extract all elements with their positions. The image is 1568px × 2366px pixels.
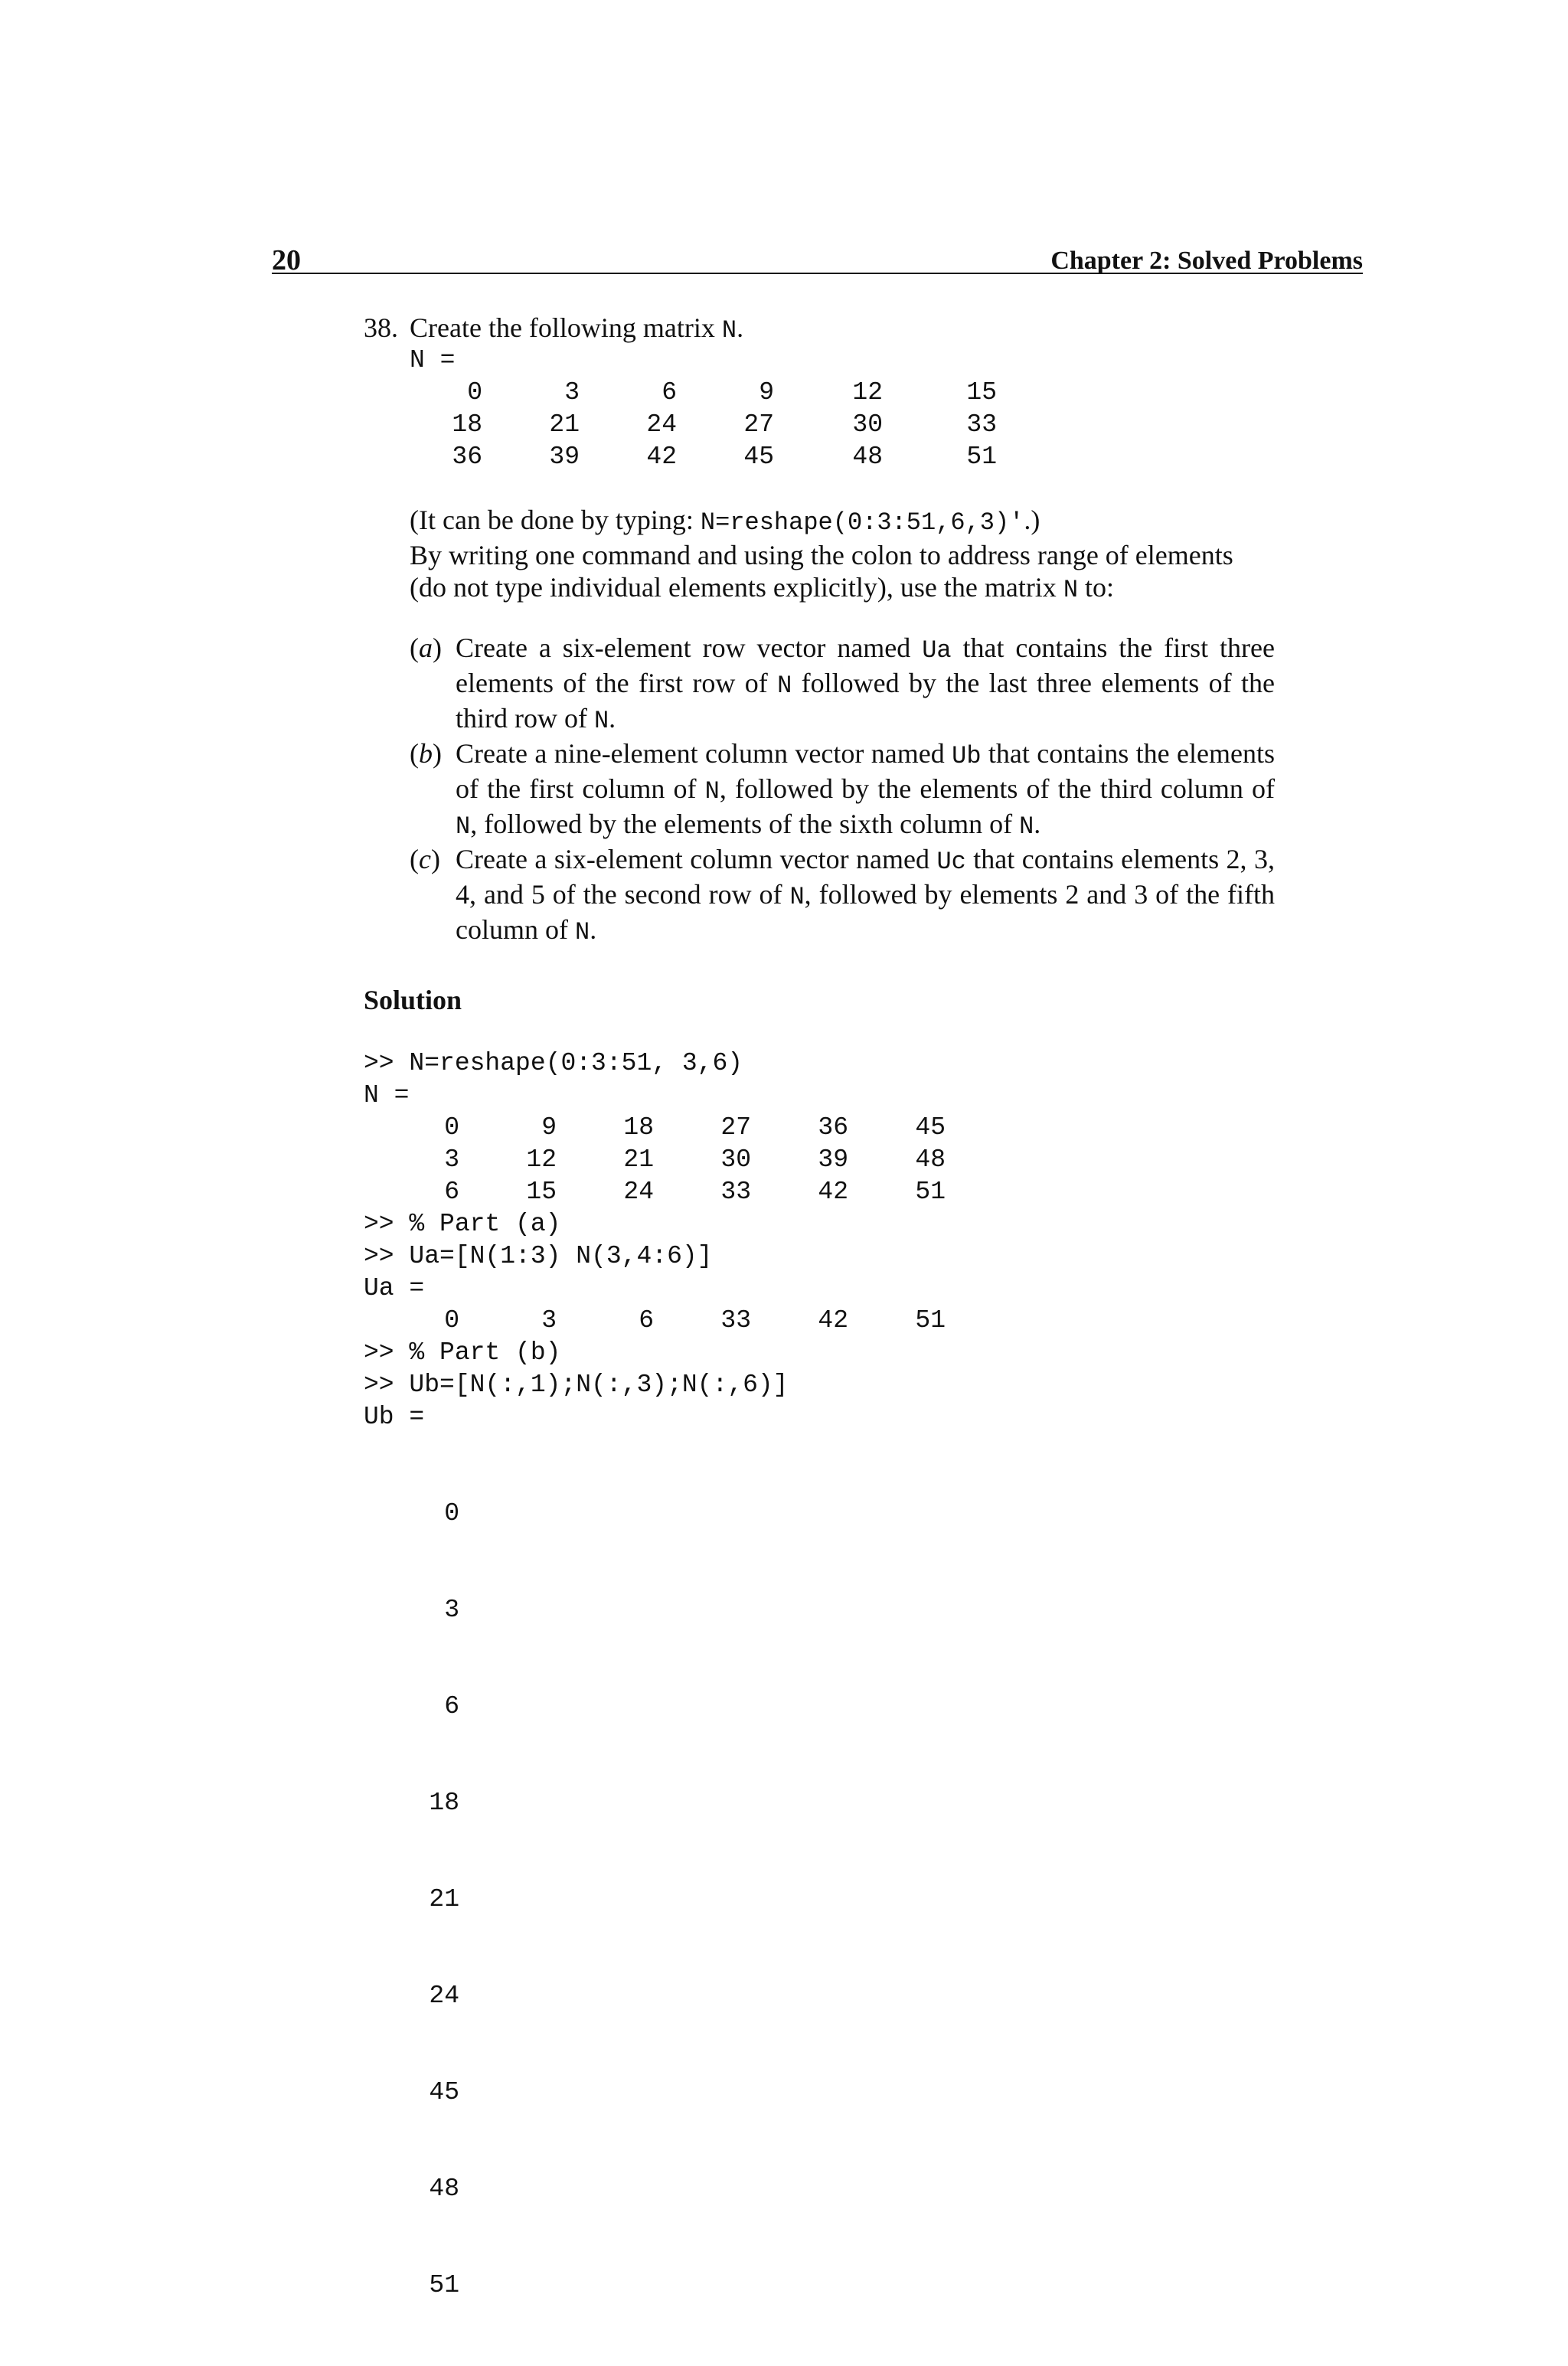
ub-output-column [425, 1433, 485, 2366]
part-text: that contains elements 2, 3, 4, and 5 of the second row of [456, 844, 1276, 910]
instruction-text-end: to: [1078, 572, 1115, 603]
comment-part-a: >> % Part (a) [364, 1210, 561, 1238]
ua-cell: 6 [639, 1306, 654, 1335]
part-code: N [593, 707, 609, 735]
ua-cell: 51 [915, 1306, 946, 1335]
matrix-row [421, 409, 1034, 441]
part-text: Create a nine-element column vector named [456, 738, 952, 769]
part-code: N [777, 672, 792, 700]
command-reshape: >> N=reshape(0:3:51, 3,6) [364, 1049, 743, 1077]
matrix-cell: 0 [467, 378, 482, 407]
matrix-cell: 21 [549, 410, 580, 439]
ub-cell: 48 [429, 2175, 459, 2203]
problem-statement [364, 312, 743, 347]
matrix-cell: 33 [966, 410, 997, 439]
part-code: Ub [952, 742, 982, 770]
part-code: Ua [922, 636, 952, 665]
n-cell: 48 [915, 1145, 946, 1174]
problem-lead-text: Create the following matrix [410, 312, 722, 343]
matrix-cell: 18 [452, 410, 482, 439]
n-cell: 6 [444, 1178, 459, 1206]
command-part-a: >> Ua=[N(1:3) N(3,4:6)] [364, 1242, 713, 1270]
matrix-cell: 27 [743, 410, 774, 439]
part-text: that contains the first three elements of the first row of [456, 632, 1275, 698]
part-text: followed by the last three elements of the third row of [456, 668, 1276, 734]
matrix-cell: 48 [852, 443, 883, 471]
part-code: N [789, 883, 805, 911]
ua-output-label: Ua = [364, 1274, 425, 1302]
part-text: Create a six-element column vector named [456, 844, 937, 874]
n-output-row [398, 1176, 1011, 1208]
n-cell: 42 [818, 1178, 848, 1206]
part-label: (b) [410, 738, 442, 769]
instruction-line-2 [410, 571, 1275, 606]
n-cell: 12 [526, 1145, 557, 1174]
matrix-cell: 51 [966, 443, 997, 471]
ua-cell: 33 [720, 1306, 751, 1335]
problem-parts [410, 632, 1275, 949]
ub-cell: 21 [429, 1885, 459, 1913]
part-text: . [1034, 809, 1041, 839]
instruction-text: (do not type individual elements explicitly), use the matrix [410, 572, 1063, 603]
ub-cell: 0 [444, 1499, 459, 1528]
n-cell: 39 [818, 1145, 848, 1174]
page-number: 20 [272, 244, 301, 276]
part-code: N [1019, 812, 1034, 841]
matrix-cell: 24 [646, 410, 677, 439]
ub-output-label: Ub = [364, 1403, 425, 1431]
part-b [410, 737, 1275, 843]
n-cell: 45 [915, 1113, 946, 1142]
ub-cell: 18 [429, 1789, 459, 1817]
n-cell: 3 [444, 1145, 459, 1174]
matrix-cell: 15 [966, 378, 997, 407]
part-c [410, 843, 1275, 949]
n-cell: 30 [720, 1145, 751, 1174]
part-code: N [456, 812, 471, 841]
ub-cell: 24 [429, 1982, 459, 2010]
instruction-line-1: By writing one command and using the colon to address range of elements [410, 540, 1233, 570]
page-header [272, 243, 1363, 276]
part-code: N [704, 777, 720, 806]
matrix-cell: 45 [743, 443, 774, 471]
n-cell: 21 [623, 1145, 654, 1174]
ub-cell: 6 [444, 1692, 459, 1721]
ua-cell: 42 [818, 1306, 848, 1335]
part-text: . [609, 703, 616, 734]
problem-hint [410, 504, 1275, 606]
running-title: Chapter 2: Solved Problems [1050, 247, 1363, 275]
ua-cell: 0 [444, 1306, 459, 1335]
comment-part-b: >> % Part (b) [364, 1338, 561, 1367]
hint-prefix: (It can be done by typing: [410, 505, 701, 535]
instruction-code: N [1063, 576, 1079, 604]
n-output-label: N = [364, 1081, 410, 1109]
ub-cell: 3 [444, 1596, 459, 1624]
header-rule [272, 273, 1363, 274]
n-cell: 9 [541, 1113, 557, 1142]
part-text: Create a six-element row vector named [456, 632, 923, 663]
n-cell: 18 [623, 1113, 654, 1142]
part-label: (a) [410, 632, 442, 663]
matrix-label: N = [410, 346, 456, 374]
matrix-cell: 36 [452, 443, 482, 471]
ub-cell: 51 [429, 2271, 459, 2299]
n-cell: 51 [915, 1178, 946, 1206]
ub-cell: 45 [429, 2078, 459, 2106]
part-text: , followed by elements 2 and 3 of the fifth column of [456, 879, 1275, 945]
ua-cell: 3 [541, 1306, 557, 1335]
n-output-row [398, 1144, 1011, 1176]
n-cell: 36 [818, 1113, 848, 1142]
n-cell: 27 [720, 1113, 751, 1142]
matrix-cell: 6 [662, 378, 677, 407]
problem-lead-end: . [737, 312, 744, 343]
matrix-cell: 3 [564, 378, 580, 407]
part-a [410, 632, 1275, 737]
matrix-cell: 9 [759, 378, 774, 407]
part-code: N [574, 918, 590, 946]
matrix-cell: 42 [646, 443, 677, 471]
matrix-cell: 30 [852, 410, 883, 439]
problem-lead-code: N [721, 316, 737, 345]
problem-number: 38. [364, 312, 398, 343]
n-cell: 24 [623, 1178, 654, 1206]
solution-heading: Solution [364, 985, 462, 1015]
part-label: (c) [410, 844, 440, 874]
matrix-row [421, 377, 1034, 409]
part-code: Uc [936, 848, 966, 876]
command-part-b: >> Ub=[N(:,1);N(:,3);N(:,6)] [364, 1371, 789, 1399]
matrix-row [421, 441, 1034, 473]
hint-line [410, 504, 1275, 539]
part-text: that contains the elements of the first column of [456, 738, 1275, 804]
n-output-row [398, 1112, 1011, 1144]
hint-suffix: .) [1024, 505, 1040, 535]
hint-code: N=reshape(0:3:51,6,3)' [700, 508, 1024, 537]
matrix-cell: 12 [852, 378, 883, 407]
n-cell: 33 [720, 1178, 751, 1206]
part-text: , followed by the elements of the third column of [719, 773, 1275, 804]
matrix-cell: 39 [549, 443, 580, 471]
ua-output-row [398, 1305, 1011, 1337]
n-cell: 0 [444, 1113, 459, 1142]
part-text: . [590, 914, 597, 945]
n-cell: 15 [526, 1178, 557, 1206]
part-text: , followed by the elements of the sixth column of [470, 809, 1020, 839]
